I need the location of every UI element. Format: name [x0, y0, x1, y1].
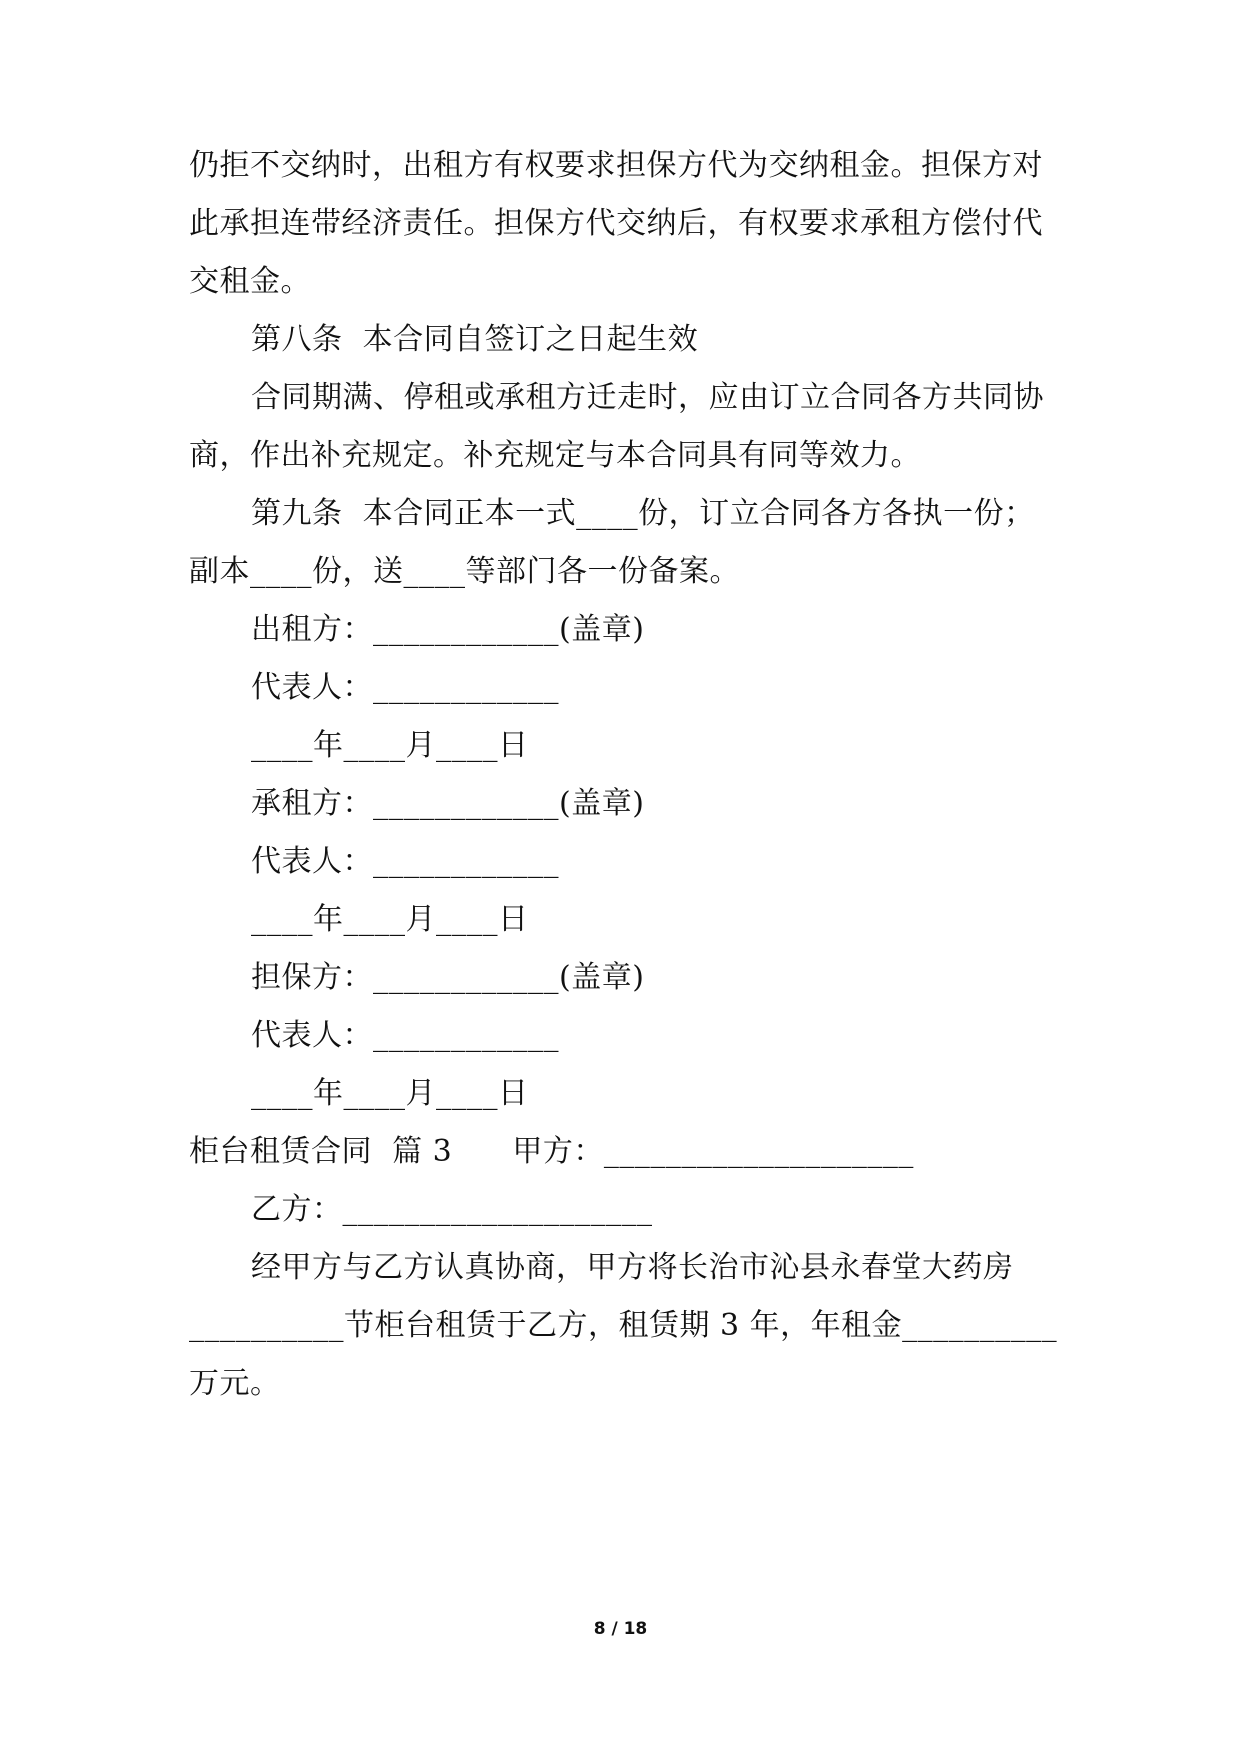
page-number: 8 / 18 [593, 1619, 648, 1639]
signature-guarantor: 担保方：____________(盖章) [251, 960, 645, 995]
section-title: 柜台租赁合同 篇 3 甲方：____________________ [189, 1134, 914, 1169]
body-line: 商，作出补充规定。补充规定与本合同具有同等效力。 [189, 438, 921, 473]
body-line: __________节柜台租赁于乙方，租赁期 3 年，年租金__________ [189, 1308, 1058, 1343]
body-line: 万元。 [189, 1366, 281, 1401]
signature-lessor: 出租方：____________(盖章) [251, 612, 645, 647]
signature-representative: 代表人：____________ [251, 844, 559, 879]
body-line: 此承担连带经济责任。担保方代交纳后，有权要求承租方偿付代 [189, 206, 1043, 241]
signature-date: ____年____月____日 [251, 902, 529, 937]
body-line: 副本____份，送____等部门各一份备案。 [189, 554, 740, 589]
body-line: 合同期满、停租或承租方迁走时，应由订立合同各方共同协 [251, 380, 1044, 415]
body-line: 经甲方与乙方认真协商，甲方将长治市沁县永春堂大药房 [251, 1250, 1014, 1285]
body-line: 交租金。 [189, 264, 311, 299]
article-heading: 第八条 本合同自签订之日起生效 [251, 322, 699, 357]
party-b-line: 乙方：____________________ [251, 1192, 653, 1227]
signature-representative: 代表人：____________ [251, 1018, 559, 1053]
signature-representative: 代表人：____________ [251, 670, 559, 705]
article-heading: 第九条 本合同正本一式____份，订立合同各方各执一份； [251, 496, 1035, 531]
signature-date: ____年____月____日 [251, 1076, 529, 1111]
signature-lessee: 承租方：____________(盖章) [251, 786, 645, 821]
body-line: 仍拒不交纳时，出租方有权要求担保方代为交纳租金。担保方对 [189, 148, 1043, 183]
signature-date: ____年____月____日 [251, 728, 529, 763]
